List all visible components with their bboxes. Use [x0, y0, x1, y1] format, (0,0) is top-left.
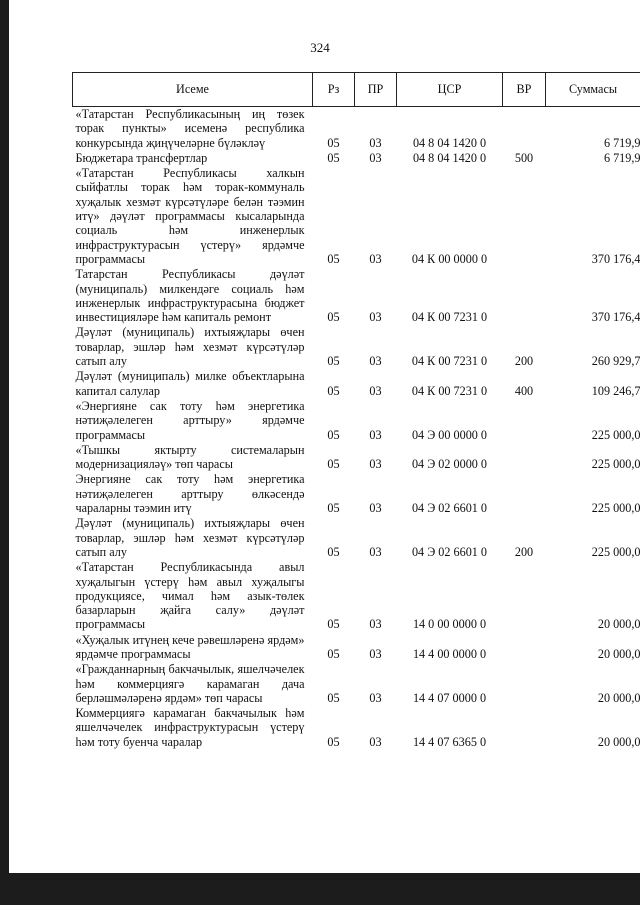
row-name: Дәүләт (муниципаль) милке объектларына капитал салулар: [75, 369, 305, 398]
row-sum: 260 929,7: [591, 354, 640, 369]
table-body: [73, 107, 640, 751]
header-name: Исеме: [73, 73, 313, 107]
row-vr: [503, 662, 546, 706]
row-pr: 03: [369, 383, 382, 398]
row-csr: 04 К 00 7231 0: [411, 310, 488, 325]
row-vr: [503, 472, 546, 516]
row-csr: 04 8 04 1420 0: [412, 150, 487, 165]
row-vr: 200: [514, 544, 534, 559]
header-pr: ПР: [355, 73, 397, 107]
row-rz: 05: [327, 354, 340, 369]
row-rz: 05: [327, 646, 340, 661]
row-sum: 370 176,4: [591, 310, 640, 325]
row-name: Дәүләт (муниципаль) ихтыяҗлары өчен товарлар, эшләр һәм хезмәт күрсәтүләр сатып алу: [75, 516, 305, 559]
row-pr: 03: [369, 251, 382, 266]
row-csr: 04 К 00 0000 0: [411, 251, 488, 266]
row-sum: 109 246,7: [591, 383, 640, 398]
table-row: [73, 325, 640, 369]
row-vr: 200: [514, 354, 534, 369]
row-vr: [503, 560, 546, 632]
table-row: [73, 267, 640, 325]
row-sum: 20 000,0: [597, 734, 640, 749]
row-pr: 03: [369, 646, 382, 661]
row-rz: 05: [327, 251, 340, 266]
row-pr: 03: [369, 501, 382, 516]
row-sum: 6 719,9: [603, 135, 640, 150]
row-name: Татарстан Республикасы дәүләт (муниципаль) милкендәге социаль һәм инженерлык инфраструктурасына бюджет инвестицияләре һәм капиталь ремонт: [75, 267, 305, 325]
row-rz: 05: [327, 150, 340, 165]
row-csr: 14 0 00 0000 0: [412, 617, 487, 632]
table-row: [73, 369, 640, 399]
row-csr: 04 К 00 7231 0: [411, 383, 488, 398]
row-sum: 20 000,0: [597, 617, 640, 632]
scan-edge-left: [0, 0, 9, 905]
row-rz: 05: [327, 310, 340, 325]
row-vr: [503, 706, 546, 750]
table-row: [73, 472, 640, 516]
row-name: Энергияне сак тоту һәм энергетика нәтиҗәлелеген арттыру өлкәсендә чараларны тәэмин итү: [75, 472, 305, 516]
row-csr: 04 Э 02 6601 0: [411, 544, 488, 559]
row-vr: [503, 166, 546, 267]
row-pr: 03: [369, 135, 382, 150]
row-rz: 05: [327, 135, 340, 150]
row-rz: 05: [327, 617, 340, 632]
table-header-row: [73, 73, 640, 107]
row-name: «Гражданнарның бакчачылык, яшелчәчелек һәм коммерциягә карамаган дача берләшмәләренә ярдәм» төп чарасы: [75, 662, 305, 705]
row-sum: 20 000,0: [597, 690, 640, 705]
row-name: «Хуҗалык итүнең кече рәвешләренә ярдәм» ярдәмче программасы: [75, 632, 305, 661]
row-csr: 04 К 00 7231 0: [411, 354, 488, 369]
row-rz: 05: [327, 457, 340, 472]
table-row: [73, 633, 640, 663]
row-rz: 05: [327, 690, 340, 705]
header-rz: Рз: [313, 73, 355, 107]
row-pr: 03: [369, 690, 382, 705]
scan-edge-bottom: [0, 873, 640, 905]
row-sum: 225 000,0: [591, 427, 640, 442]
row-pr: 03: [369, 734, 382, 749]
row-csr: 04 8 04 1420 0: [412, 135, 487, 150]
row-rz: 05: [327, 501, 340, 516]
row-rz: 05: [327, 383, 340, 398]
header-csr: ЦСР: [397, 73, 503, 107]
row-name: «Энергияне сак тоту һәм энергетика нәтиҗәлелеген арттыру» ярдәмче программасы: [75, 398, 305, 442]
row-rz: 05: [327, 734, 340, 749]
row-name: «Татарстан Республикасында авыл хуҗалыгын үстерү һәм авыл хуҗалыгы продукциясе, чимал һәм азык-төлек базарларын җайга салу» дәүләт программасы: [75, 560, 305, 632]
page-number: 324: [310, 40, 330, 55]
row-pr: 03: [369, 427, 382, 442]
row-name: «Татарстан Республикасы халкын сыйфатлы торак һәм торак-коммуналь хуҗалык хезмәт күрсәтүләре белән тәэмин итү» дәүләт программасы кысаларында социаль һәм инженерлык инфраструктурасын үстерү» ярдәмче программасы: [75, 166, 305, 266]
row-pr: 03: [369, 354, 382, 369]
row-sum: 370 176,4: [591, 251, 640, 266]
row-csr: 14 4 00 0000 0: [412, 646, 487, 661]
row-sum: 225 000,0: [591, 501, 640, 516]
row-sum: 225 000,0: [591, 457, 640, 472]
row-vr: 500: [514, 150, 534, 165]
header-sum: Суммасы: [546, 73, 640, 107]
row-pr: 03: [369, 310, 382, 325]
row-sum: 225 000,0: [591, 544, 640, 559]
row-vr: [503, 107, 546, 151]
row-vr: [503, 399, 546, 443]
table-row: [73, 516, 640, 560]
row-csr: 04 Э 02 6601 0: [411, 501, 488, 516]
row-vr: [503, 443, 546, 473]
header-vr: ВР: [503, 73, 546, 107]
row-csr: 04 Э 00 0000 0: [411, 427, 488, 442]
row-name: Дәүләт (муниципаль) ихтыяҗлары өчен товарлар, эшләр һәм хезмәт күрсәтүләр сатып алу: [75, 325, 305, 369]
row-vr: [503, 633, 546, 663]
row-pr: 03: [369, 544, 382, 559]
budget-table: [72, 72, 640, 750]
row-vr: [503, 267, 546, 325]
table-row: [73, 560, 640, 632]
row-pr: 03: [369, 150, 382, 165]
table-row: [73, 151, 640, 166]
table-row: [73, 399, 640, 443]
row-name: Коммерциягә карамаган бакчачылык һәм яшелчәчелек инфраструктурасын үстерү һәм тоту буенча чаралар: [75, 706, 305, 749]
row-name: Бюджетара трансфертлар: [75, 150, 208, 165]
table-row: [73, 706, 640, 750]
table-row: [73, 107, 640, 151]
row-rz: 05: [327, 427, 340, 442]
table-row: [73, 443, 640, 473]
row-pr: 03: [369, 617, 382, 632]
row-sum: 6 719,9: [603, 150, 640, 165]
row-name: «Тышкы яктырту системаларын модернизацияләү» төп чарасы: [75, 442, 305, 472]
row-name: «Татарстан Республикасының иң төзек торак пункты» исеменә республика конкурсында җиңүчеләрне бүләкләү: [75, 107, 305, 150]
row-vr: 400: [514, 383, 534, 398]
row-csr: 14 4 07 6365 0: [412, 734, 487, 749]
row-csr: 14 4 07 0000 0: [412, 690, 487, 705]
table-row: [73, 662, 640, 706]
row-sum: 20 000,0: [597, 646, 640, 661]
table-row: [73, 166, 640, 267]
row-rz: 05: [327, 544, 340, 559]
row-csr: 04 Э 02 0000 0: [411, 457, 488, 472]
row-pr: 03: [369, 457, 382, 472]
